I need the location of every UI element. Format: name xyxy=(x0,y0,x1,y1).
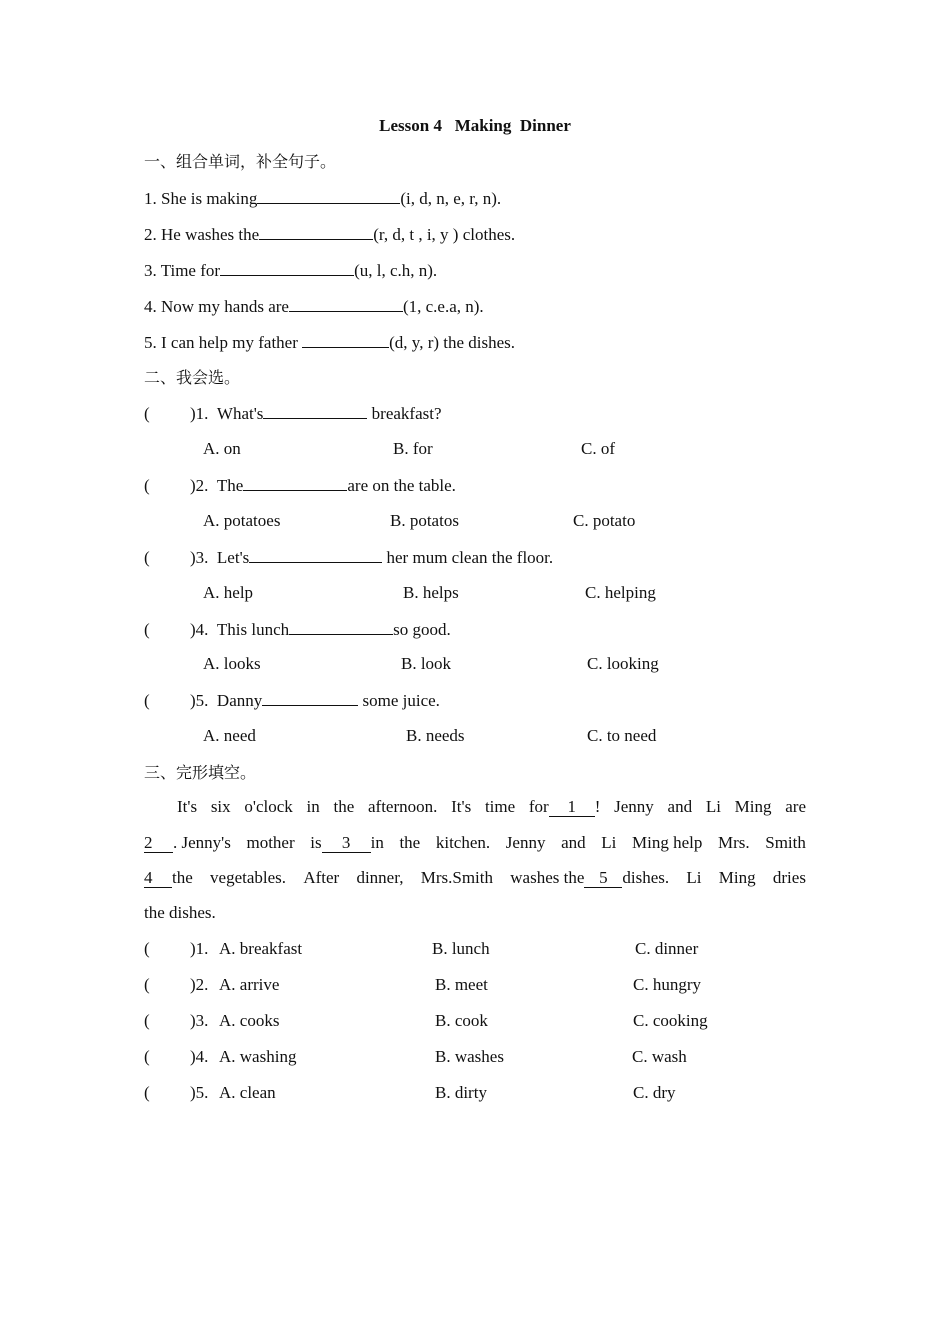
passage-word: the xyxy=(333,797,355,816)
passage-word: the xyxy=(172,868,193,887)
s3-question-4 xyxy=(144,1045,208,1069)
option-b[interactable]: B. potatos xyxy=(390,511,459,530)
s3-question-2 xyxy=(144,973,208,997)
passage-word: It's xyxy=(177,797,198,816)
item-number: )3. xyxy=(190,548,209,567)
option-a[interactable]: A. clean xyxy=(219,1083,276,1102)
option-b[interactable]: B. dirty xyxy=(435,1083,487,1102)
passage-word: washes the xyxy=(510,868,585,887)
section1-heading: 一、组合单词，补全句子。 xyxy=(144,152,337,171)
answer-blank[interactable] xyxy=(302,330,389,348)
item-text: What's xyxy=(216,404,264,423)
passage-word: in xyxy=(306,797,320,816)
passage-word: Mrs.Smith xyxy=(420,868,493,887)
passage-word: Jenny xyxy=(505,833,546,852)
s3-question-1 xyxy=(144,937,208,961)
item-number: )1. xyxy=(190,404,209,423)
item-hint: (i, d, n, e, r, n). xyxy=(400,189,502,208)
item-number: )2. xyxy=(190,476,209,495)
answer-paren[interactable]: ( xyxy=(144,620,150,639)
answer-paren[interactable]: ( xyxy=(144,939,150,958)
item-number: )3. xyxy=(190,1011,209,1030)
passage-line-1 xyxy=(177,795,806,819)
passage-word: Li xyxy=(705,797,721,816)
passage-word: Li xyxy=(686,868,702,887)
answer-paren[interactable]: ( xyxy=(144,975,150,994)
option-c[interactable]: C. to need xyxy=(587,726,657,745)
item-text: her mum clean the floor. xyxy=(382,548,554,567)
item-number: )2. xyxy=(190,975,209,994)
answer-blank xyxy=(289,617,393,635)
passage-word: is xyxy=(310,833,322,852)
s2-question-5 xyxy=(144,688,440,712)
item-number: )1. xyxy=(190,939,209,958)
option-a[interactable]: A. looks xyxy=(203,654,261,673)
passage-word: time xyxy=(484,797,516,816)
option-c[interactable]: C. cooking xyxy=(633,1011,708,1030)
passage-word: It's xyxy=(451,797,472,816)
item-text: some juice. xyxy=(358,691,440,710)
passage-word: mother xyxy=(246,833,295,852)
s1-item-3 xyxy=(144,258,437,282)
s2-question-1 xyxy=(144,401,442,425)
option-b[interactable]: B. washes xyxy=(435,1047,504,1066)
answer-blank xyxy=(243,473,347,491)
answer-blank[interactable] xyxy=(289,294,403,312)
passage-word: in xyxy=(370,833,384,852)
item-number: 4. xyxy=(144,297,157,316)
item-text: breakfast? xyxy=(367,404,442,423)
option-a[interactable]: A. cooks xyxy=(219,1011,280,1030)
option-c[interactable]: C. wash xyxy=(632,1047,687,1066)
answer-paren[interactable]: ( xyxy=(144,476,150,495)
item-number: 1. xyxy=(144,189,157,208)
answer-blank[interactable] xyxy=(257,186,400,204)
answer-paren[interactable]: ( xyxy=(144,548,150,567)
option-c[interactable]: C. looking xyxy=(587,654,659,673)
option-c[interactable]: C. dinner xyxy=(635,939,699,958)
answer-blank[interactable] xyxy=(259,222,373,240)
section3-heading: 三、完形填空。 xyxy=(144,763,257,782)
option-a[interactable]: A. arrive xyxy=(219,975,280,994)
item-text: are on the table. xyxy=(347,476,456,495)
option-a[interactable]: A. help xyxy=(203,583,254,602)
passage-word: Li xyxy=(601,833,617,852)
cloze-blank-1[interactable]: 1 xyxy=(549,798,595,817)
item-number: 2. xyxy=(144,225,157,244)
item-hint: (d, y, r) the dishes. xyxy=(389,333,516,352)
option-a[interactable]: A. washing xyxy=(219,1047,297,1066)
option-a[interactable]: A. need xyxy=(203,726,256,745)
option-b[interactable]: B. cook xyxy=(435,1011,488,1030)
option-b[interactable]: B. for xyxy=(393,439,433,458)
page-title: Lesson 4 Making Dinner xyxy=(379,116,571,135)
option-b[interactable]: B. look xyxy=(401,654,452,673)
item-text: Time for xyxy=(160,261,221,280)
passage-word: kitchen. xyxy=(435,833,491,852)
passage-word: dishes. xyxy=(622,868,670,887)
passage-word: Ming xyxy=(734,797,772,816)
passage-word: are xyxy=(785,797,806,816)
answer-blank xyxy=(249,545,382,563)
passage-word: o'clock xyxy=(244,797,293,816)
passage-word: Ming xyxy=(718,868,756,887)
option-a[interactable]: A. on xyxy=(203,439,241,458)
item-number: )5. xyxy=(190,1083,209,1102)
s2-question-4 xyxy=(144,617,451,641)
passage-word: six xyxy=(210,797,231,816)
answer-paren[interactable]: ( xyxy=(144,1047,150,1066)
option-c[interactable]: C. potato xyxy=(573,511,636,530)
item-hint: (u, l, c.h, n). xyxy=(354,261,438,280)
passage-word: Smith xyxy=(765,833,806,852)
passage-word: vegetables. xyxy=(210,868,287,887)
option-c[interactable]: C. dry xyxy=(633,1083,676,1102)
item-text: Now my hands are xyxy=(161,297,289,316)
s3-question-5 xyxy=(144,1081,208,1105)
passage-word: afternoon. xyxy=(368,797,438,816)
passage-word: for xyxy=(528,797,549,816)
answer-paren[interactable]: ( xyxy=(144,1011,150,1030)
item-number: )5. xyxy=(190,691,209,710)
s1-item-5 xyxy=(144,330,515,354)
answer-blank xyxy=(263,401,367,419)
item-text: He washes the xyxy=(161,225,260,244)
answer-blank[interactable] xyxy=(220,258,354,276)
s1-item-4 xyxy=(144,294,484,318)
item-number: )4. xyxy=(190,1047,209,1066)
item-text: Let's xyxy=(216,548,250,567)
answer-paren[interactable]: ( xyxy=(144,1083,150,1102)
option-b[interactable]: B. helps xyxy=(403,583,459,602)
item-text: so good. xyxy=(393,620,451,639)
option-c[interactable]: C. helping xyxy=(585,583,656,602)
s2-question-3 xyxy=(144,545,553,569)
passage-word: the xyxy=(399,833,421,852)
cloze-blank-3[interactable]: 3 xyxy=(322,834,371,853)
option-b[interactable]: B. meet xyxy=(435,975,488,994)
answer-blank xyxy=(262,688,358,706)
item-hint: (r, d, t , i, y ) clothes. xyxy=(373,225,516,244)
item-text: I can help my father xyxy=(161,333,303,352)
passage-word: After xyxy=(303,868,340,887)
item-text: This lunch xyxy=(216,620,290,639)
section2-heading: 二、我会选。 xyxy=(144,368,241,387)
item-number: 3. xyxy=(144,261,157,280)
item-text: Danny xyxy=(216,691,263,710)
passage-word: and xyxy=(561,833,586,852)
passage-line-3 xyxy=(144,866,806,890)
option-c[interactable]: C. of xyxy=(581,439,615,458)
passage-word: dries xyxy=(772,868,806,887)
s3-question-3 xyxy=(144,1009,208,1033)
passage-word: dinner, xyxy=(356,868,404,887)
passage-word: . Jenny's xyxy=(173,833,231,852)
passage-word: ! xyxy=(594,797,601,816)
item-text: The xyxy=(216,476,244,495)
item-hint: (1, c.e.a, n). xyxy=(402,297,484,316)
option-b[interactable]: B. lunch xyxy=(432,939,490,958)
option-b[interactable]: B. needs xyxy=(406,726,465,745)
answer-paren[interactable]: ( xyxy=(144,691,150,710)
passage-line-2 xyxy=(144,831,806,855)
passage-word: Mrs. xyxy=(717,833,750,852)
passage-word: Jenny xyxy=(614,797,654,816)
option-a[interactable]: A. breakfast xyxy=(219,939,303,958)
s1-item-1 xyxy=(144,186,501,210)
s2-question-2 xyxy=(144,473,456,497)
cloze-blank-4[interactable]: 4 xyxy=(144,869,172,888)
passage-word: Ming help xyxy=(631,833,703,852)
option-a[interactable]: A. potatoes xyxy=(203,511,281,530)
passage-line-4: the dishes. xyxy=(144,903,216,922)
option-c[interactable]: C. hungry xyxy=(633,975,701,994)
s1-item-2 xyxy=(144,222,515,246)
item-number: )4. xyxy=(190,620,209,639)
item-text: She is making xyxy=(161,189,258,208)
item-number: 5. xyxy=(144,333,157,352)
cloze-blank-2[interactable]: 2 xyxy=(144,834,173,853)
passage-word: and xyxy=(667,797,693,816)
cloze-blank-5[interactable]: 5 xyxy=(584,869,622,888)
answer-paren[interactable]: ( xyxy=(144,404,150,423)
